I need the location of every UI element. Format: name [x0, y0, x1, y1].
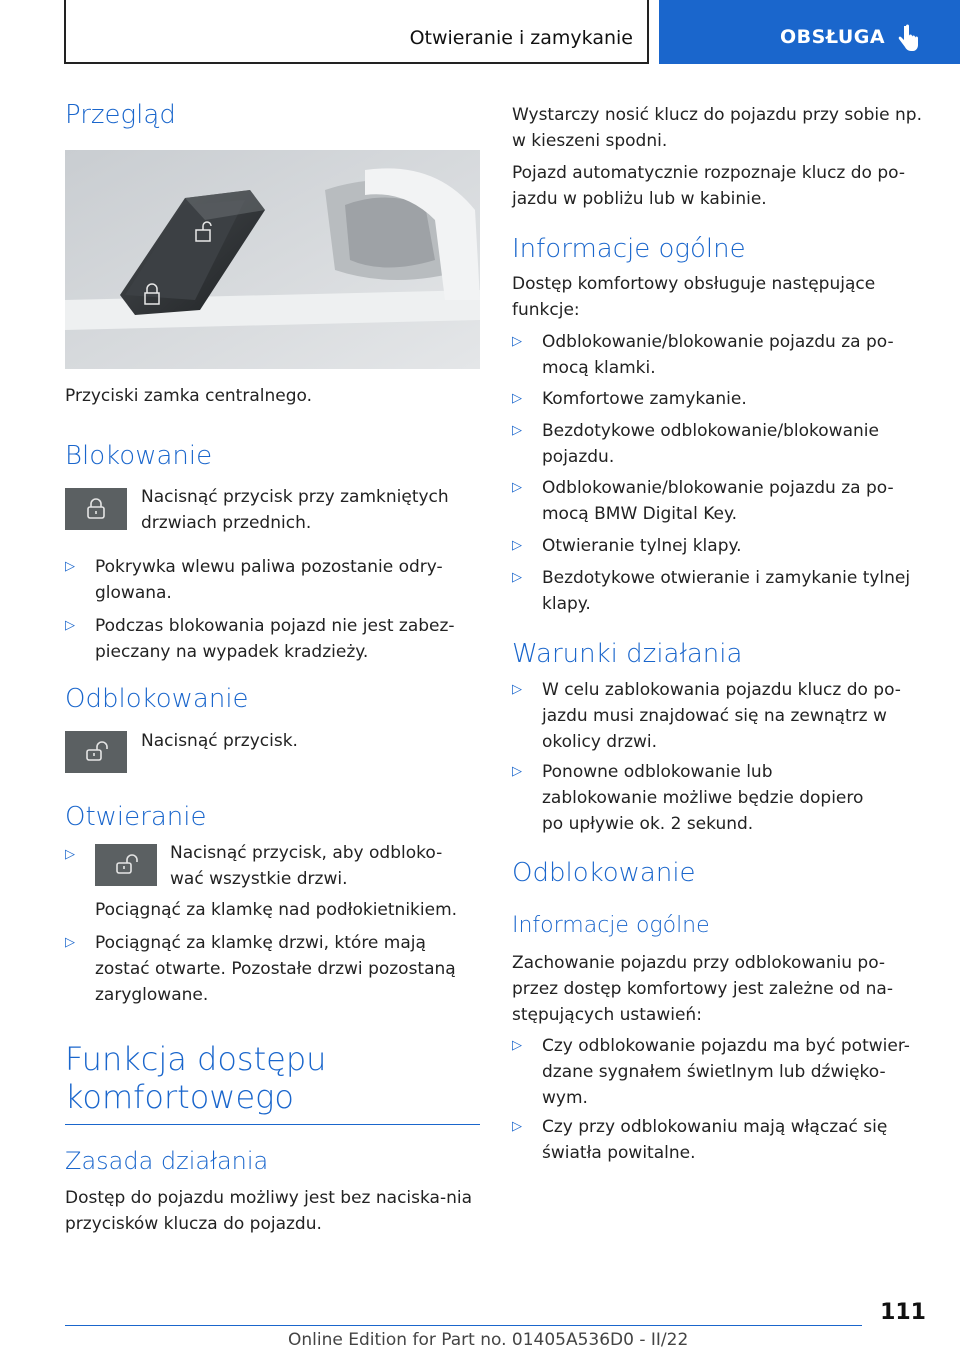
- open-heading: Otwieranie: [65, 802, 207, 832]
- unlock-icon: [86, 741, 110, 763]
- unlock-section-heading: Odblokowanie: [512, 858, 696, 888]
- comfort-access-heading: Funkcja dostępu komfortowego: [65, 1040, 327, 1116]
- bullet-triangle-icon: ▷: [512, 1038, 522, 1053]
- central-lock-buttons-photo: [65, 150, 480, 369]
- bullet-triangle-icon: ▷: [65, 559, 75, 574]
- list-item: ▷ Odblokowanie/blokowanie pojazdu za po-mocą klamki.: [512, 329, 927, 381]
- header-chapter-tab: [659, 0, 960, 64]
- bullet-triangle-icon: ▷: [65, 847, 75, 862]
- intro-paragraph-1: Wystarczy nosić klucz do pojazdu przy sobie np. w kieszeni spodni.: [512, 105, 922, 151]
- unlock-heading: Odblokowanie: [65, 684, 249, 714]
- header-section-box: [64, 0, 649, 64]
- unlock-icon: [116, 854, 140, 876]
- footer-divider: [65, 1325, 862, 1326]
- principle-heading: Zasada działania: [65, 1147, 269, 1175]
- lock-button-image: [65, 488, 127, 530]
- unlock-description: Nacisnąć przycisk.: [141, 731, 298, 751]
- principle-description: Dostęp do pojazdu możliwy jest bez naciska-nia przycisków klucza do pojazdu.: [65, 1188, 473, 1234]
- list-item: ▷ Odblokowanie/blokowanie pojazdu za po-mocą BMW Digital Key.: [512, 475, 927, 527]
- list-item: ▷ Czy odblokowanie pojazdu ma być potwier-dzane sygnałem świetlnym lub dźwięko-wym.: [512, 1033, 927, 1111]
- list-item: ▷ Pokrywka wlewu paliwa pozostanie odry-glowana.: [65, 554, 480, 606]
- bullet-triangle-icon: ▷: [512, 391, 522, 406]
- open-step-1-continuation: Pociągnąć za klamkę nad podłokietnikiem.: [95, 900, 458, 920]
- bullet-triangle-icon: ▷: [512, 1119, 522, 1134]
- bullet-triangle-icon: ▷: [65, 618, 75, 633]
- unlock-general-subheading: Informacje ogólne: [512, 913, 710, 938]
- hand-pointer-icon: [897, 24, 919, 54]
- lock-heading: Blokowanie: [65, 441, 213, 471]
- unlock-button-image: [95, 844, 157, 886]
- unlock-general-text: Zachowanie pojazdu przy odblokowaniu po-przez dostęp komfortowy jest zależne od na-stępujących ustawień:: [512, 953, 893, 1025]
- list-item: ▷ Komfortowe zamykanie.: [512, 386, 927, 412]
- bullet-triangle-icon: ▷: [512, 334, 522, 349]
- footer-edition: Online Edition for Part no. 01405A536D0 - II/22: [288, 1330, 689, 1350]
- lock-description: Nacisnąć przycisk przy zamkniętych drzwiach przednich.: [141, 487, 449, 533]
- list-item: ▷ Otwieranie tylnej klapy.: [512, 533, 927, 559]
- bullet-triangle-icon: ▷: [512, 480, 522, 495]
- header-chapter-title: OBSŁUGA: [780, 26, 886, 48]
- overview-heading: Przegląd: [65, 100, 176, 130]
- section-divider: [65, 1124, 480, 1125]
- list-item: ▷ Czy przy odblokowaniu mają włączać się światła powitalne.: [512, 1114, 927, 1166]
- unlock-button-image: [65, 731, 127, 773]
- list-item: ▷ Podczas blokowania pojazd nie jest zabez-pieczany na wypadek kradzieży.: [65, 613, 480, 665]
- general-info-heading: Informacje ogólne: [512, 234, 746, 264]
- intro-paragraph-2: Pojazd automatycznie rozpoznaje klucz do po-jazdu w pobliżu lub w kabinie.: [512, 163, 905, 209]
- list-item: ▷ Ponowne odblokowanie lub zablokowanie możliwe będzie dopiero po upływie ok. 2 sekund.: [512, 759, 927, 837]
- list-item: ▷ Pociągnąć za klamkę drzwi, które mają zostać otwarte. Pozostałe drzwi pozostaną zaryglowane.: [65, 930, 480, 1008]
- open-step-1-text: Nacisnąć przycisk, aby odbloko-wać wszystkie drzwi.: [170, 843, 443, 889]
- bullet-triangle-icon: ▷: [512, 538, 522, 553]
- general-info-text: Dostęp komfortowy obsługuje następujące funkcje:: [512, 274, 876, 320]
- lock-icon: [86, 498, 106, 520]
- page-number: 111: [880, 1300, 926, 1325]
- image-caption: Przyciski zamka centralnego.: [65, 386, 312, 406]
- list-item: ▷ Bezdotykowe otwieranie i zamykanie tylnej klapy.: [512, 565, 927, 617]
- list-item: ▷ Bezdotykowe odblokowanie/blokowanie pojazdu.: [512, 418, 927, 470]
- conditions-heading: Warunki działania: [512, 639, 743, 669]
- bullet-triangle-icon: ▷: [512, 682, 522, 697]
- bullet-triangle-icon: ▷: [65, 935, 75, 950]
- bullet-triangle-icon: ▷: [512, 764, 522, 779]
- list-item: ▷ W celu zablokowania pojazdu klucz do po-jazdu musi znajdować się na zewnątrz w okolicy drzwi.: [512, 677, 927, 755]
- bullet-triangle-icon: ▷: [512, 570, 522, 585]
- header-section-title: Otwieranie i zamykanie: [409, 27, 633, 49]
- bullet-triangle-icon: ▷: [512, 423, 522, 438]
